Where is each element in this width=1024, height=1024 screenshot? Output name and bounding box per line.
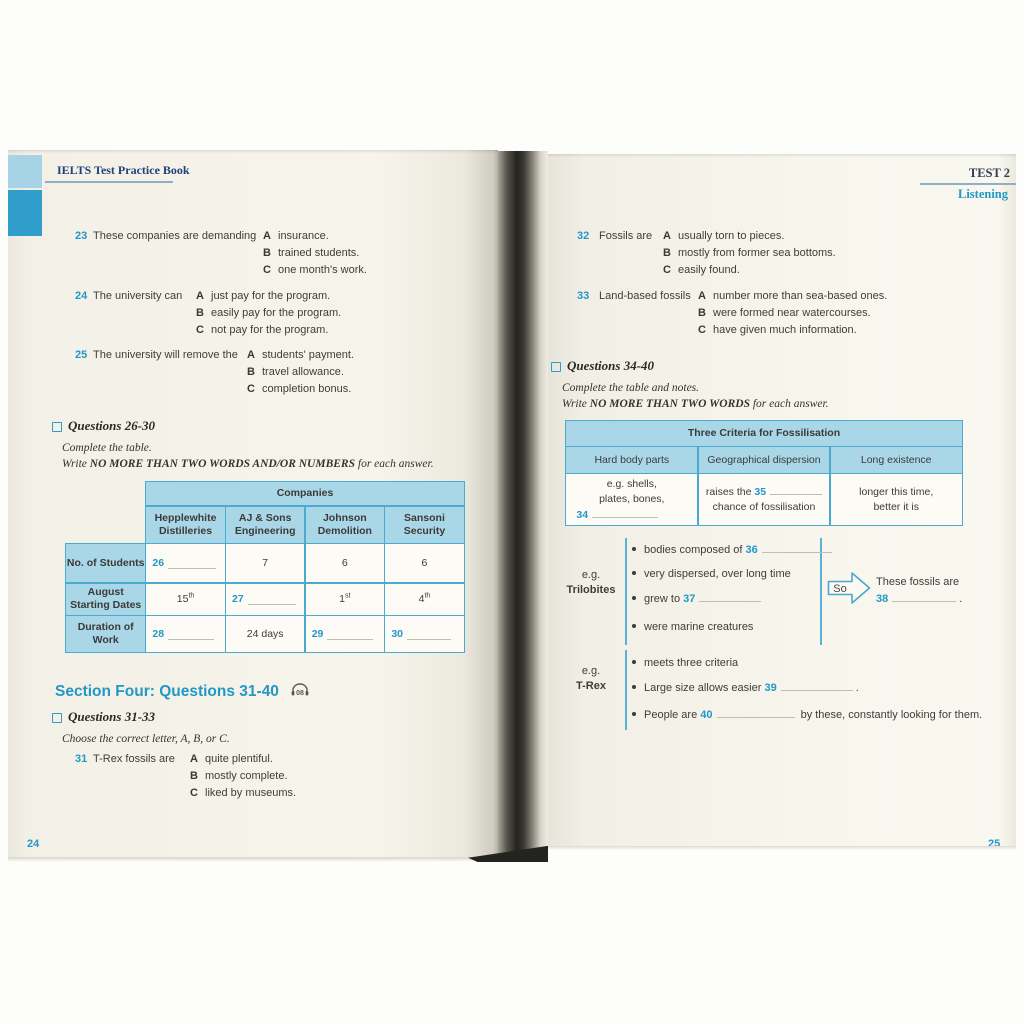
option-letter: A (698, 290, 706, 302)
header-decor-block-dark (8, 190, 42, 236)
column-header: AJ & Sons Engineering (226, 507, 304, 543)
option-letter: A (663, 230, 671, 242)
option-letter: C (698, 324, 706, 336)
option-letter: B (663, 247, 671, 259)
bullet-icon (632, 712, 636, 716)
instruction: Complete the table and notes. (562, 382, 700, 394)
option-text: have given much information. (713, 324, 857, 336)
bullet-icon (632, 571, 636, 575)
table-cell: 6 (385, 544, 463, 582)
note-divider-line (625, 650, 627, 730)
option-text: one month's work. (278, 264, 367, 276)
column-header: Sansoni Security (385, 507, 463, 543)
option-text: completion bonus. (262, 383, 352, 395)
option-letter: B (247, 366, 255, 378)
question-stem: Land-based fossils (599, 290, 691, 302)
column-header: Hepplewhite Distilleries (146, 507, 224, 543)
note-bullet: meets three criteria (632, 655, 738, 671)
section-label: Listening (957, 187, 1008, 201)
table-cell: 6 (306, 544, 384, 582)
answer-cell: 26 (146, 544, 224, 582)
answer-cell: raises the 35 chance of fossilisation (699, 474, 830, 524)
write-prefix: Write (562, 398, 590, 410)
column-header: Long existence (831, 447, 962, 473)
write-prefix: Write (62, 458, 90, 470)
column-header: Johnson Demolition (306, 507, 384, 543)
table-cell: 4th (385, 584, 463, 615)
option-text: number more than sea-based ones. (713, 290, 888, 302)
companies-table (65, 481, 465, 653)
left-page (8, 150, 498, 857)
page-number: 24 (27, 838, 40, 850)
question-stem: These companies are demanding (93, 230, 257, 242)
checkbox-icon (551, 362, 561, 372)
option-letter: A (247, 349, 255, 361)
row-header: Duration of Work (66, 616, 145, 651)
questions-31-33-heading: Questions 31-33 (68, 709, 156, 724)
result-text: These fossils are (876, 576, 960, 588)
page-bottom-edge (8, 857, 498, 862)
row-header: No. of Students (66, 544, 145, 582)
table-title: Three Criteria for Fossilisation (566, 421, 961, 446)
answer-cell: 27 (226, 584, 304, 615)
answer-cell: 29 (306, 616, 384, 651)
question-stem: Fossils are (599, 230, 653, 242)
trilobites-example-label: e.g. Trilobites (566, 569, 616, 596)
question-number: 31 (75, 753, 88, 765)
answer-cell: 30 (385, 616, 463, 651)
checkbox-icon (52, 422, 62, 432)
book-brand-title: IELTS Test Practice Book (57, 163, 190, 177)
note-divider-line (625, 538, 627, 645)
option-letter: B (698, 307, 706, 319)
question-number: 32 (577, 230, 590, 242)
instruction: Complete the table. (62, 442, 152, 454)
option-letter: B (263, 247, 271, 259)
note-bullet: bodies composed of 36 (632, 542, 832, 558)
option-letter: C (247, 383, 255, 395)
table-title: Companies (146, 482, 463, 505)
table-cell: longer this time, better it is (831, 474, 962, 524)
header-decor-block-light (8, 155, 42, 188)
note-bullet: Large size allows easier 39 . (632, 680, 859, 696)
checkbox-icon (52, 713, 62, 723)
option-text: insurance. (278, 230, 329, 242)
bullet-icon (632, 624, 636, 628)
page-bottom-edge (548, 846, 1016, 850)
question-number: 25 (75, 349, 88, 361)
answer-cell: 28 (146, 616, 224, 651)
page-number: 25 (988, 838, 1001, 846)
bullet-icon (632, 660, 636, 664)
option-letter: A (263, 230, 271, 242)
bullet-icon (632, 596, 636, 600)
option-letter: A (196, 290, 204, 302)
table-cell: 1st (306, 584, 384, 615)
option-letter: C (190, 787, 198, 799)
question-stem: The university can (93, 290, 183, 302)
option-text: not pay for the program. (211, 324, 329, 336)
question-stem: The university will remove the (93, 349, 238, 361)
fossilisation-criteria-table (565, 420, 963, 526)
question-stem: T-Rex fossils are (93, 753, 175, 765)
option-text: students' payment. (262, 349, 354, 361)
instruction: Choose the correct letter, A, B, or C. (62, 733, 230, 745)
row-header: August Starting Dates (66, 584, 145, 615)
option-text: were formed near watercourses. (713, 307, 871, 319)
note-bullet: People are 40 by these, constantly looking for them. (632, 707, 982, 723)
question-number: 24 (75, 290, 88, 302)
question-number: 33 (577, 290, 590, 302)
trex-example-label: e.g. T-Rex (576, 665, 606, 692)
note-bullet: very dispersed, over long time (632, 566, 791, 582)
option-letter: C (663, 264, 671, 276)
questions-34-40-heading: Questions 34-40 (567, 358, 655, 373)
option-letter: B (196, 307, 204, 319)
test-header: TEST 2 (968, 166, 1010, 180)
so-arrow-icon (827, 571, 871, 605)
result-answer: 38 . (876, 593, 963, 605)
svg-text:08: 08 (296, 690, 305, 698)
header-rule (45, 181, 173, 183)
bullet-icon (632, 547, 636, 551)
table-cell: 15th (146, 584, 224, 615)
option-text: liked by museums. (205, 787, 297, 799)
option-text: just pay for the program. (211, 290, 331, 302)
write-bold: NO MORE THAN TWO WORDS (589, 398, 750, 410)
section-four-heading: Section Four: Questions 31-40 08 (55, 682, 311, 701)
note-bullet: were marine creatures (632, 619, 753, 635)
option-letter: C (263, 264, 271, 276)
bullet-icon (632, 685, 636, 689)
option-text: usually torn to pieces. (678, 230, 785, 242)
right-page (548, 154, 1016, 846)
question-number: 23 (75, 230, 88, 242)
note-bullet: grew to 37 (632, 591, 761, 607)
option-letter: B (190, 770, 198, 782)
option-text: mostly from former sea bottoms. (678, 247, 836, 259)
header-rule (920, 183, 1016, 185)
option-text: quite plentiful. (205, 753, 273, 765)
instruction-write (62, 456, 434, 472)
option-text: easily pay for the program. (211, 307, 342, 319)
write-suffix: for each answer. (355, 458, 434, 470)
write-suffix: for each answer. (749, 398, 829, 410)
option-text: easily found. (678, 264, 740, 276)
option-text: mostly complete. (205, 770, 288, 782)
option-letter: C (196, 324, 204, 336)
svg-text:So: So (833, 583, 847, 595)
column-header: Hard body parts (566, 447, 697, 473)
questions-26-30-heading: Questions 26-30 (68, 418, 156, 433)
option-text: travel allowance. (262, 366, 344, 378)
answer-cell: e.g. shells, plates, bones, 34 (566, 474, 697, 524)
column-header: Geographical dispersion (699, 447, 830, 473)
option-letter: A (190, 753, 198, 765)
write-bold: NO MORE THAN TWO WORDS AND/OR NUMBERS (89, 458, 355, 470)
instruction-write (562, 396, 829, 412)
option-text: trained students. (278, 247, 360, 259)
headphones-audio-icon (289, 682, 311, 698)
table-cell: 7 (226, 544, 304, 582)
table-cell: 24 days (226, 616, 304, 651)
book-spine-gutter (498, 151, 548, 857)
